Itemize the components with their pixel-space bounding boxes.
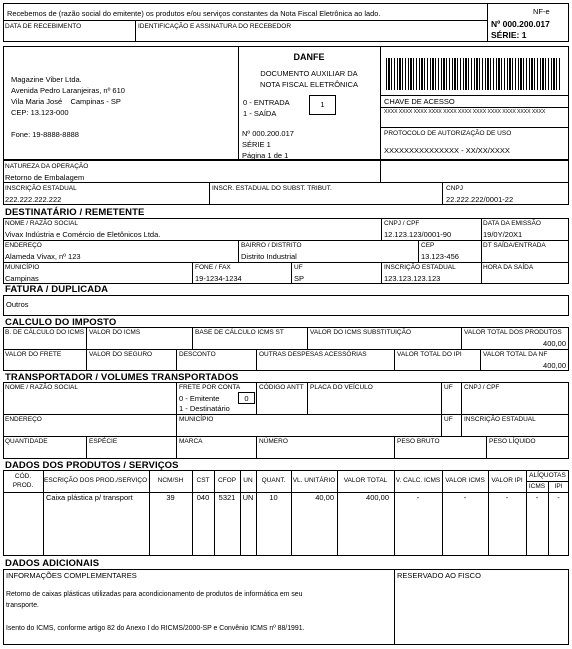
transp-numero-label: NÚMERO bbox=[259, 438, 288, 445]
imp-bc-icms-st: BASE DE CÁLCULO ICMS ST bbox=[195, 329, 284, 336]
chave-label: CHAVE DE ACESSO bbox=[384, 97, 455, 106]
transp-marca-label: MARCA bbox=[179, 438, 203, 445]
transp-v-antt bbox=[256, 382, 257, 414]
dest-uf: SP bbox=[294, 274, 305, 283]
fatura-value: Outros bbox=[6, 300, 29, 309]
transp-municipio-label: MUNICÍPIO bbox=[179, 416, 214, 423]
dest-endereco-label: ENDEREÇO bbox=[5, 242, 42, 249]
info-line-2: transporte. bbox=[6, 602, 39, 609]
info-label: INFORMAÇÕES COMPLEMENTARES bbox=[6, 571, 137, 580]
prod-cell-desc: Caixa plástica p/ transport bbox=[46, 493, 133, 502]
chave-mid-line bbox=[380, 107, 569, 108]
dest-vline-ie bbox=[381, 262, 382, 284]
canhoto-numero: Nº 000.200.017 bbox=[491, 19, 550, 29]
data-recebimento-label: DATA DE RECEBIMENTO bbox=[5, 23, 82, 30]
dest-bairro: Distrito Industrial bbox=[241, 252, 297, 261]
imp-v4 bbox=[461, 327, 462, 349]
danfe-numero: Nº 000.200.017 bbox=[242, 129, 294, 138]
imp-v7 bbox=[256, 349, 257, 371]
chave-top-line bbox=[380, 95, 569, 96]
adicionais-vline bbox=[394, 569, 395, 645]
barcode-image bbox=[386, 58, 562, 90]
emitente-fone: Fone: 19-8888-8888 bbox=[11, 130, 79, 139]
ie-label: INSCRIÇÃO ESTADUAL bbox=[5, 185, 77, 192]
transp-hline-2 bbox=[3, 436, 569, 437]
transp-especie-label: ESPÉCIE bbox=[89, 438, 118, 445]
dest-vline-bairro bbox=[238, 240, 239, 262]
canhoto-vline bbox=[135, 20, 136, 42]
natureza-value: Retorno de Embalagem bbox=[5, 173, 85, 182]
imp-v6 bbox=[176, 349, 177, 371]
canhoto-divider bbox=[487, 3, 488, 42]
transp-antt-label: CÓDIGO ANTT bbox=[259, 384, 304, 391]
prod-h-quant: QUANT. bbox=[261, 477, 286, 484]
imp-bc-icms: B. DE CÁLCULO DO ICMS bbox=[5, 329, 85, 336]
transp-frete-emit: 0 - Emitente bbox=[179, 394, 220, 403]
dest-vline-fone bbox=[192, 262, 193, 284]
dest-municipio: Campinas bbox=[5, 274, 39, 283]
prod-h-vipi: VALOR IPI bbox=[491, 477, 523, 484]
prod-cell-vtotal: 400,00 bbox=[366, 493, 389, 502]
destinatario-title: DESTINATÁRIO / REMETENTE bbox=[5, 207, 145, 218]
prod-h-icms: ICMS bbox=[528, 483, 546, 490]
prod-cell-cfop: 5321 bbox=[218, 493, 236, 502]
dest-cep: 13.123-456 bbox=[421, 252, 459, 261]
imp-outras: OUTRAS DESPESAS ACESSÓRIAS bbox=[259, 351, 367, 358]
identificacao-label: IDENTIFICAÇÃO E ASSINATURA DO RECEBEDOR bbox=[138, 23, 292, 30]
transp-hline-1 bbox=[3, 414, 569, 415]
danfe-divider bbox=[380, 46, 381, 160]
fatura-title: FATURA / DUPLICADA bbox=[5, 284, 109, 295]
transp-placa-label: PLACA DO VEÍCULO bbox=[310, 384, 373, 391]
produtos-title: DADOS DOS PRODUTOS / SERVIÇOS bbox=[5, 460, 179, 471]
transp-uf2-label: UF bbox=[444, 416, 453, 423]
prod-h-vunit: VL. UNITÁRIO bbox=[292, 477, 336, 484]
ie-st-label: INSCR. ESTADUAL DO SUBST. TRIBUT. bbox=[212, 185, 332, 192]
cnpj-value: 22.222.222/0001-22 bbox=[446, 195, 514, 204]
imp-total-prod-label: VALOR TOTAL DOS PRODUTOS bbox=[464, 329, 562, 336]
dest-emissao: 19/0Y/20X1 bbox=[483, 230, 523, 239]
prod-cell-icms: - bbox=[535, 493, 539, 502]
canhoto-text: Recebemos de (razão social do emitente) os produtos e/ou serviços constantes da Nota Fiscal Eletrônica ao lado. bbox=[7, 9, 381, 18]
dest-municipio-label: MUNICÍPIO bbox=[5, 264, 40, 271]
prod-cell-un: UN bbox=[242, 493, 254, 502]
imp-v3 bbox=[307, 327, 308, 349]
prod-cell-vunit: 40,00 bbox=[315, 493, 334, 502]
dest-ie: 123.123.123.123 bbox=[384, 274, 441, 283]
fisco-label: RESERVADO AO FISCO bbox=[397, 571, 481, 580]
imp-total-nf: 400,00 bbox=[543, 361, 566, 370]
imp-v5 bbox=[86, 349, 87, 371]
transp-v-placa bbox=[307, 382, 308, 414]
natureza-hline bbox=[3, 182, 569, 183]
dest-vline-emissao bbox=[481, 218, 482, 284]
prod-h-prod: PROD. bbox=[12, 482, 34, 489]
dest-dt-saida-label: DT SAÍDA/ENTRADA bbox=[483, 242, 546, 249]
emitente-divider bbox=[238, 46, 239, 160]
transp-uf-label: UF bbox=[444, 384, 453, 391]
dest-hora-label: HORA DA SAÍDA bbox=[483, 264, 534, 271]
canhoto-serie: SÉRIE: 1 bbox=[491, 30, 527, 40]
imp-v-seguro: VALOR DO SEGURO bbox=[89, 351, 153, 358]
prod-aliq-line bbox=[526, 481, 569, 482]
transp-v-mun bbox=[176, 414, 177, 436]
natureza-label: NATUREZA DA OPERAÇÃO bbox=[5, 163, 89, 170]
transp-cnpj-label: CNPJ / CPF bbox=[464, 384, 500, 391]
prod-h-ncm: NCM/SH bbox=[157, 477, 184, 484]
danfe-tipo: 1 bbox=[320, 100, 325, 109]
dest-vline-cep bbox=[418, 240, 419, 262]
natureza-vline bbox=[380, 160, 381, 182]
prod-h-cst: CST bbox=[196, 477, 210, 484]
protocolo-line bbox=[380, 127, 569, 128]
imposto-title: CALCULO DO IMPOSTO bbox=[5, 317, 117, 328]
imposto-hline bbox=[3, 349, 569, 350]
emitente-cep: CEP: 13.123-000 bbox=[11, 108, 69, 117]
transp-v-pb bbox=[394, 436, 395, 459]
ie-value: 222.222.222.222 bbox=[5, 195, 62, 204]
prod-cell-ipi: - bbox=[557, 493, 560, 502]
destinatario-box bbox=[3, 218, 569, 284]
chave-value: XXXX XXXX XXXX XXXX XXXX XXXX XXXX XXXX XXXX XXXX XXXX bbox=[384, 109, 546, 115]
prod-h-ipi: IPI bbox=[554, 483, 563, 490]
prod-cell-ncm: 39 bbox=[166, 493, 175, 502]
imp-v8 bbox=[394, 349, 395, 371]
prod-cell-bc: - bbox=[416, 493, 420, 502]
danfe-entrada: 0 - ENTRADA bbox=[243, 98, 290, 107]
transp-v-num bbox=[256, 436, 257, 459]
dest-hline-1 bbox=[3, 240, 569, 241]
prod-h-cod: CÓD. bbox=[14, 473, 32, 480]
transp-frete-value: 0 bbox=[244, 394, 249, 403]
transp-frete-label: FRETE POR CONTA bbox=[179, 384, 241, 391]
imp-total-prod: 400,00 bbox=[543, 339, 566, 348]
imp-v2 bbox=[192, 327, 193, 349]
imp-total-nf-label: VALOR TOTAL DA NF bbox=[483, 351, 548, 358]
dest-hline-2 bbox=[3, 262, 569, 263]
prod-h-bc: V. CALC. ICMS bbox=[395, 477, 441, 484]
prod-h-desc: ESCRIÇÃO DOS PROD./SERVIÇO bbox=[44, 477, 148, 484]
transp-v-cnpj bbox=[461, 382, 462, 436]
danfe-subtitle-2: NOTA FISCAL ELETRÔNICA bbox=[260, 80, 358, 89]
dest-emissao-label: DATA DA EMISSÃO bbox=[483, 220, 541, 227]
imp-desconto: DESCONTO bbox=[179, 351, 216, 358]
adicionais-title: DADOS ADICIONAIS bbox=[5, 558, 100, 569]
imp-v-icms: VALOR DO ICMS bbox=[89, 329, 141, 336]
transp-v-uf bbox=[441, 382, 442, 436]
dest-ie-label: INSCRIÇÃO ESTADUAL bbox=[384, 264, 456, 271]
dest-cep-label: CEP bbox=[421, 242, 435, 249]
dest-vline-uf bbox=[291, 262, 292, 284]
transp-qtd-label: QUANTIDADE bbox=[5, 438, 48, 445]
ie-vline bbox=[209, 182, 210, 205]
prod-v12 bbox=[526, 470, 527, 556]
info-line-3: Isento do ICMS, conforme artigo 82 do Anexo I do RICMS/2000-SP e Convênio ICMS nº 88/1991. bbox=[6, 625, 305, 632]
imp-v1 bbox=[86, 327, 87, 349]
prod-h-un: UN bbox=[243, 477, 253, 484]
transp-endereco-label: ENDEREÇO bbox=[5, 416, 42, 423]
dest-endereco: Alameda Vivax, nº 123 bbox=[5, 252, 81, 261]
prod-cell-quant: 10 bbox=[269, 493, 278, 502]
prod-h-aliq: ALÍQUOTAS bbox=[529, 472, 566, 479]
transportador-title: TRANSPORTADOR / VOLUMES TRANSPORTADOS bbox=[5, 372, 239, 383]
imp-v-frete: VALOR DO FRETE bbox=[5, 351, 62, 358]
prod-cell-vipi: - bbox=[505, 493, 509, 502]
dest-fone-label: FONE / FAX bbox=[195, 264, 231, 271]
dest-nome: Vivax Indústria e Comércio de Eletônicos Ltda. bbox=[5, 230, 161, 239]
canhoto-nfe-label: NF-e bbox=[533, 7, 550, 16]
dest-uf-label: UF bbox=[294, 264, 303, 271]
prod-cell-vicms: - bbox=[463, 493, 467, 502]
cnpj-label: CNPJ bbox=[446, 185, 463, 192]
fatura-box bbox=[3, 295, 569, 316]
prod-h-vtotal: VALOR TOTAL bbox=[343, 477, 388, 484]
imp-v-icms-st: VALOR DO ICMS SUBSTITUIÇÃO bbox=[310, 329, 412, 336]
dest-fone: 19-1234-1234 bbox=[195, 274, 242, 283]
imp-v9 bbox=[480, 349, 481, 371]
dest-cnpj-label: CNPJ / CPF bbox=[384, 220, 420, 227]
emitente-bairro-cidade: Vila Maria José Campinas - SP bbox=[11, 97, 121, 106]
transp-v-pl bbox=[486, 436, 487, 459]
prod-cell-cst: 040 bbox=[196, 493, 210, 502]
dest-bairro-label: BAIRRO / DISTRITO bbox=[241, 242, 302, 249]
dest-vline-cnpj bbox=[381, 218, 382, 240]
transp-v-frete bbox=[176, 382, 177, 414]
dest-nome-label: NOME / RAZÃO SOCIAL bbox=[5, 220, 78, 227]
danfe-serie: SÉRIE 1 bbox=[242, 140, 271, 149]
danfe-title: DANFE bbox=[293, 52, 325, 62]
canhoto-hline bbox=[3, 20, 488, 21]
transp-ie-label: INSCRIÇÃO ESTADUAL bbox=[464, 416, 536, 423]
transp-peso-bruto-label: PESO BRUTO bbox=[397, 438, 440, 445]
cnpj-vline bbox=[442, 182, 443, 205]
info-line-1: Retorno de caixas plásticas utilizadas para acondicionamento de produtos de informática em seu bbox=[6, 591, 303, 598]
transp-frete-dest: 1 - Destinatário bbox=[179, 404, 230, 413]
adicionais-box bbox=[3, 569, 569, 645]
transp-nome-label: NOME / RAZÃO SOCIAL bbox=[5, 384, 78, 391]
transp-v-esp bbox=[86, 436, 87, 459]
protocolo-value: XXXXXXXXXXXXXXX - XX/XX/XXXX bbox=[384, 146, 510, 155]
transp-peso-liq-label: PESO LÍQUIDO bbox=[489, 438, 536, 445]
emitente-endereco: Avenida Pedro Laranjeiras, nº 610 bbox=[11, 86, 125, 95]
imp-v-ipi: VALOR TOTAL DO IPI bbox=[397, 351, 462, 358]
danfe-pagina: Página 1 de 1 bbox=[242, 151, 289, 160]
dest-cnpj: 12.123.123/0001-90 bbox=[384, 230, 452, 239]
transp-v-marca bbox=[176, 436, 177, 459]
protocolo-label: PROTOCOLO DE AUTORIZAÇÃO DE USO bbox=[384, 130, 512, 137]
danfe-saida: 1 - SAÍDA bbox=[243, 109, 277, 118]
danfe-subtitle-1: DOCUMENTO AUXILIAR DA bbox=[260, 69, 358, 78]
emitente-nome: Magazine Viber Ltda. bbox=[11, 75, 82, 84]
prod-h-cfop: CFOP bbox=[217, 477, 237, 484]
prod-h-vicms: VALOR ICMS bbox=[445, 477, 485, 484]
